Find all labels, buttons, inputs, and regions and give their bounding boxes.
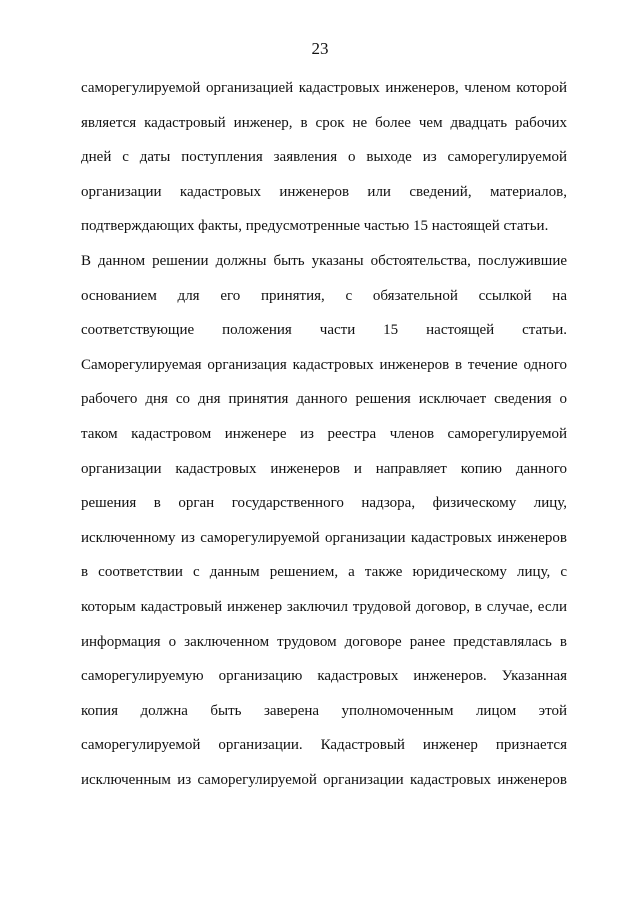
text-line: исключенному из саморегулируемой организации кадастровых инженеров (81, 529, 567, 546)
text-line: саморегулируемую организацию кадастровых инженеров. Указанная (81, 668, 567, 685)
text-line: основанием для его принятия, с обязательной ссылкой на (81, 287, 567, 304)
text-line: которым кадастровый инженер заключил трудовой договор, в случае, если (81, 598, 567, 615)
text-line: саморегулируемой организации. Кадастровый инженер признается (81, 737, 567, 754)
document-body (81, 76, 567, 802)
text-line: подтверждающих факты, предусмотренные частью 15 настоящей статьи. (81, 218, 549, 235)
text-line: копия должна быть заверена уполномоченным лицом этой (81, 702, 567, 719)
text-line: в соответствии с данным решением, а также юридическому лицу, с (81, 564, 567, 581)
text-line: соответствующие положения части 15 настоящей статьи. (81, 322, 567, 339)
text-line: решения в орган государственного надзора, физическому лицу, (81, 495, 567, 512)
text-line: исключенным из саморегулируемой организации кадастровых инженеров (81, 771, 567, 788)
text-line: Саморегулируемая организация кадастровых инженеров в течение одного (81, 356, 567, 373)
text-line: В данном решении должны быть указаны обстоятельства, послужившие (81, 252, 567, 269)
text-line: саморегулируемой организацией кадастровых инженеров, членом которой (81, 80, 567, 96)
text-line: таком кадастровом инженере из реестра членов саморегулируемой (81, 425, 567, 442)
text-line: информация о заключенном трудовом договоре ранее представлялась в (81, 633, 567, 650)
text-line: является кадастровый инженер, в срок не более чем двадцать рабочих (81, 114, 567, 131)
text-line: организации кадастровых инженеров и направляет копию данного (81, 460, 567, 477)
text-line: дней с даты поступления заявления о выходе из саморегулируемой (81, 149, 567, 166)
text-line: организации кадастровых инженеров или сведений, материалов, (81, 183, 567, 200)
page-number: 23 (311, 39, 329, 58)
text-line: рабочего дня со дня принятия данного решения исключает сведения о (81, 391, 567, 408)
